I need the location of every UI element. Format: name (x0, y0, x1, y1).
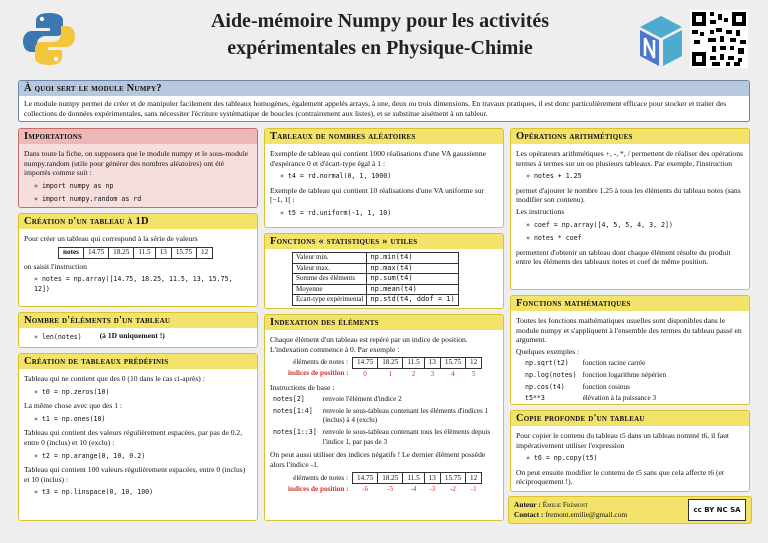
code-copy: » t6 = np.copy(t5) (516, 452, 744, 466)
importations-heading: Importations (19, 129, 257, 144)
nombre-note: (à 1D uniquement !) (99, 331, 165, 340)
index-value: -2 (449, 484, 456, 493)
importations-text: Dans toute la fiche, on supposera que le module numpy et le sous-module numpy.random (utile pour générer des nombres aléatoires) ont été importés comme suit : (24, 149, 249, 178)
index-value: 4 (451, 369, 455, 378)
predefinis-box (18, 353, 258, 521)
intro-text: Le module numpy permet de créer et de manipuler facilement des tableaux homogènes, également appelés arrays, à une, deux ou trois dimensions. En travaux pratiques, il est donc particulièrement efficace pour stocker et traiter des collections de données expérimentales, sans nécessiter l'écriture systématique de boucles (contrairement aux listes), et se substitue aisément à un tableur. (24, 99, 727, 118)
code-len: » len(notes) (24, 331, 82, 345)
aleatoires-box (264, 128, 504, 228)
notes-cell: 18.25 (378, 473, 403, 484)
index-value: -5 (387, 484, 394, 493)
nombre-heading: Nombre d'éléments d'un tableau (19, 313, 257, 328)
arith-box (510, 128, 750, 290)
code-ones: » t1 = np.ones(10) (24, 413, 252, 427)
notes-cell: 14.75 (83, 247, 108, 258)
notes-cell: 18.25 (378, 358, 403, 369)
stats-label: Somme des éléments (293, 274, 367, 285)
indices-label: indices de position : (288, 484, 349, 493)
copie-text: On peut ensuite modifier le contenu de t5 sans que cela affecte t6 (et réciproquement !). (516, 467, 724, 487)
predefinis-text: Tableau qui contient des valeurs régulièrement espacées, par pas de 0.2, entre 0 (inclus) et 10 (exclu) : (24, 428, 243, 447)
header (0, 0, 768, 78)
arith-heading: Opérations arithmétiques (511, 129, 749, 144)
notes-cell: 15.75 (440, 358, 465, 369)
stats-code: np.max(t4) (367, 263, 458, 274)
code-arange: » t2 = np.arange(0, 10, 0.2) (24, 450, 252, 464)
index-value: 1 (388, 369, 393, 378)
predefinis-heading: Création de tableaux prédéfinis (19, 354, 257, 369)
stats-code: np.mean(t4) (367, 284, 458, 295)
op-desc: renvoie le sous-tableau contenant tous les éléments depuis l'indice 1, par pas de 3 (322, 428, 491, 446)
stats-code: np.sum(t4) (367, 274, 458, 285)
importations-box (18, 128, 258, 208)
code-import-random: » import numpy.random as rd (24, 193, 252, 207)
math-text: Quelques exemples : (516, 346, 580, 356)
index-value: -1 (470, 484, 477, 493)
intro-heading: À quoi sert le module Numpy? (19, 81, 749, 96)
predefinis-text: La même chose avec que des 1 : (24, 401, 123, 411)
index-table-negative (284, 472, 482, 495)
indexation-text: Chaque élément d'un tableau est repéré par un indice de position. L'indexation commence à 0. Par exemple : (270, 335, 468, 354)
code-import-numpy: » import numpy as np (24, 180, 252, 194)
notes-cell: 14.75 (353, 358, 378, 369)
creation1d-text2: on saisit l'instruction (24, 261, 87, 271)
contact-label: Contact : (514, 510, 544, 519)
notes-cell: 13 (424, 473, 440, 484)
arith-text: permet d'ajouter le nombre 1.25 à tous les éléments du tableau notes (sans modifier son contenu). (516, 185, 741, 205)
stats-code: np.std(t4, ddof = 1) (367, 295, 458, 306)
contact-email[interactable]: fremont.emilie@gmail.com (545, 510, 628, 519)
notes-cell: 11.5 (403, 358, 424, 369)
aleatoires-text: Exemple de tableau qui contient 1000 réalisations d'une VA gaussienne d'espérance 0 et d'écart-type égal à 1 : (270, 149, 486, 168)
op-desc: renvoie le sous-tableau contenant les éléments d'indices 1 (inclus) à 4 (exclu) (322, 406, 489, 425)
stats-code: np.min(t4) (367, 253, 458, 264)
math-desc: fonction cosinus (582, 382, 630, 391)
stats-heading: Fonctions « statistiques » utiles (265, 234, 503, 249)
index-value: 0 (363, 369, 367, 378)
math-functions-table (522, 358, 669, 404)
predefinis-text: Tableau qui contient 100 valeurs régulièrement espacées, entre 0 (inclus) et 10 (inclus) : (24, 465, 246, 484)
code-notes-times: » notes * coef (516, 232, 744, 246)
license-text: cc BY NC SA (693, 506, 741, 514)
numpy-logo-icon (636, 14, 686, 68)
copie-box (510, 410, 750, 492)
creation1d-box (18, 213, 258, 307)
index-value: -6 (362, 484, 369, 493)
indexation-ops (270, 394, 498, 448)
notes-cell: 11.5 (403, 473, 424, 484)
author-label: Auteur : (514, 500, 541, 509)
title-line-2: expérimentales en Physique-Chimie (227, 37, 533, 59)
indices-label: indices de position : (288, 369, 349, 378)
notes-cell: 14.75 (353, 473, 378, 484)
code-uniform: » t5 = rd.uniform(-1, 1, 10) (270, 207, 498, 221)
author-name: Émilie Frémont (542, 500, 589, 509)
index-value: 3 (430, 369, 435, 378)
op-code: notes[2] (273, 395, 305, 404)
notes-cell: 13 (424, 358, 440, 369)
python-logo-icon (20, 10, 78, 68)
notes-cell: 11.5 (134, 247, 155, 258)
index-value: 2 (411, 369, 416, 378)
stats-label: Écart-type expérimental (293, 295, 367, 306)
qr-code-icon (690, 10, 748, 68)
notes-header-cell: notes (59, 247, 84, 258)
copie-heading: Copie profonde d'un tableau (511, 411, 749, 426)
title-line-1: Aide-mémoire Numpy pour les activités (210, 10, 550, 32)
notes-cell: 15.75 (440, 473, 465, 484)
copie-text: Pour copier le contenu du tableau t5 dans un tableau nommé t6, il faut impérativement utiliser l'expression (516, 431, 729, 450)
math-code: np.cos(t4) (525, 382, 565, 391)
code-coef: » coef = np.array([4, 5, 5, 4, 3, 2]) (516, 219, 744, 233)
index-value: -4 (410, 484, 417, 493)
notes-cell: 12 (197, 247, 213, 258)
page-title (110, 8, 650, 62)
indexation-text: Instructions de base : (270, 382, 335, 392)
op-code: notes[1::3] (273, 428, 317, 437)
notes-cell: 13 (155, 247, 171, 258)
predefinis-text: Tableau qui ne contient que des 0 (10 dans le cas ci-après) : (24, 374, 205, 383)
creation1d-text1: Pour créer un tableau qui correspond à la série de valeurs (24, 234, 198, 243)
notes-cell: 12 (466, 473, 482, 484)
arith-text: Les instructions (516, 206, 565, 216)
math-desc: fonction racine carrée (582, 359, 646, 368)
aleatoires-heading: Tableaux de nombres aléatoires (265, 129, 503, 144)
aleatoires-text: Exemple de tableau qui contient 10 réalisations d'une VA uniforme sur [−1, 1[ : (270, 185, 485, 205)
intro-box (18, 80, 750, 122)
code-linspace: » t3 = np.linspace(0, 10, 100) (24, 486, 252, 500)
math-code: np.log(notes) (525, 370, 577, 379)
notes-cell: 15.75 (171, 247, 196, 258)
math-desc: élévation à la puissance 3 (582, 394, 657, 403)
index-value: -3 (429, 484, 436, 493)
math-desc: fonction logarithme népérien (582, 370, 667, 379)
op-desc: renvoie l'élément d'indice 2 (322, 395, 402, 404)
code-notes-plus: » notes + 1.25 (516, 170, 744, 184)
notes-cell: 12 (466, 358, 482, 369)
indexation-text: On peut aussi utiliser des indices négatifs ! Le dernier élément possède alors l'indice -1. (270, 450, 486, 469)
stats-table (292, 252, 459, 306)
arith-text: Les opérateurs arithmétiques +, -, *, / permettent de réaliser des opérations termes à termes sur un ou plusieurs tableaux. Par exemple, l'instruction (516, 149, 743, 168)
math-box (510, 295, 750, 405)
elements-label: éléments de notes : (293, 358, 349, 367)
code-normal: » t4 = rd.normal(0, 1, 1000) (270, 170, 498, 184)
indexation-heading: Indexation des éléments (265, 315, 503, 330)
notes-cell: 18.25 (109, 247, 134, 258)
op-code: notes[1:4] (273, 406, 313, 415)
stats-label: Valeur min. (293, 253, 367, 264)
stats-box (264, 233, 504, 309)
math-code: t5**3 (525, 394, 545, 403)
cc-license-icon (688, 499, 746, 521)
nombre-box (18, 312, 258, 348)
elements-label: éléments de notes : (293, 473, 349, 482)
code-notes-array: » notes = np.array([14.75, 18.25, 11.5, 13, 15.75, 12]) (24, 273, 252, 296)
stats-label: Moyenne (293, 284, 367, 295)
arith-text: permettent d'obtenir un tableau dont chaque élément résulte du produit entre les éléments des tableaux notes et coef de même position. (516, 247, 731, 267)
math-heading: Fonctions mathématiques (511, 296, 749, 311)
math-code: np.sqrt(t2) (525, 359, 569, 368)
creation1d-heading: Création d'un tableau à 1D (19, 214, 257, 229)
index-table-positive (284, 357, 482, 380)
code-zeros: » t0 = np.zeros(10) (24, 386, 252, 400)
stats-label: Valeur max. (293, 263, 367, 274)
indexation-box (264, 314, 504, 521)
index-value: 5 (471, 369, 476, 378)
math-text: Toutes les fonctions mathématiques usuelles sont disponibles dans le module numpy et s'appliquent à l'ensemble des termes du tableau passé en argument. (516, 316, 742, 345)
notes-table (58, 247, 213, 259)
